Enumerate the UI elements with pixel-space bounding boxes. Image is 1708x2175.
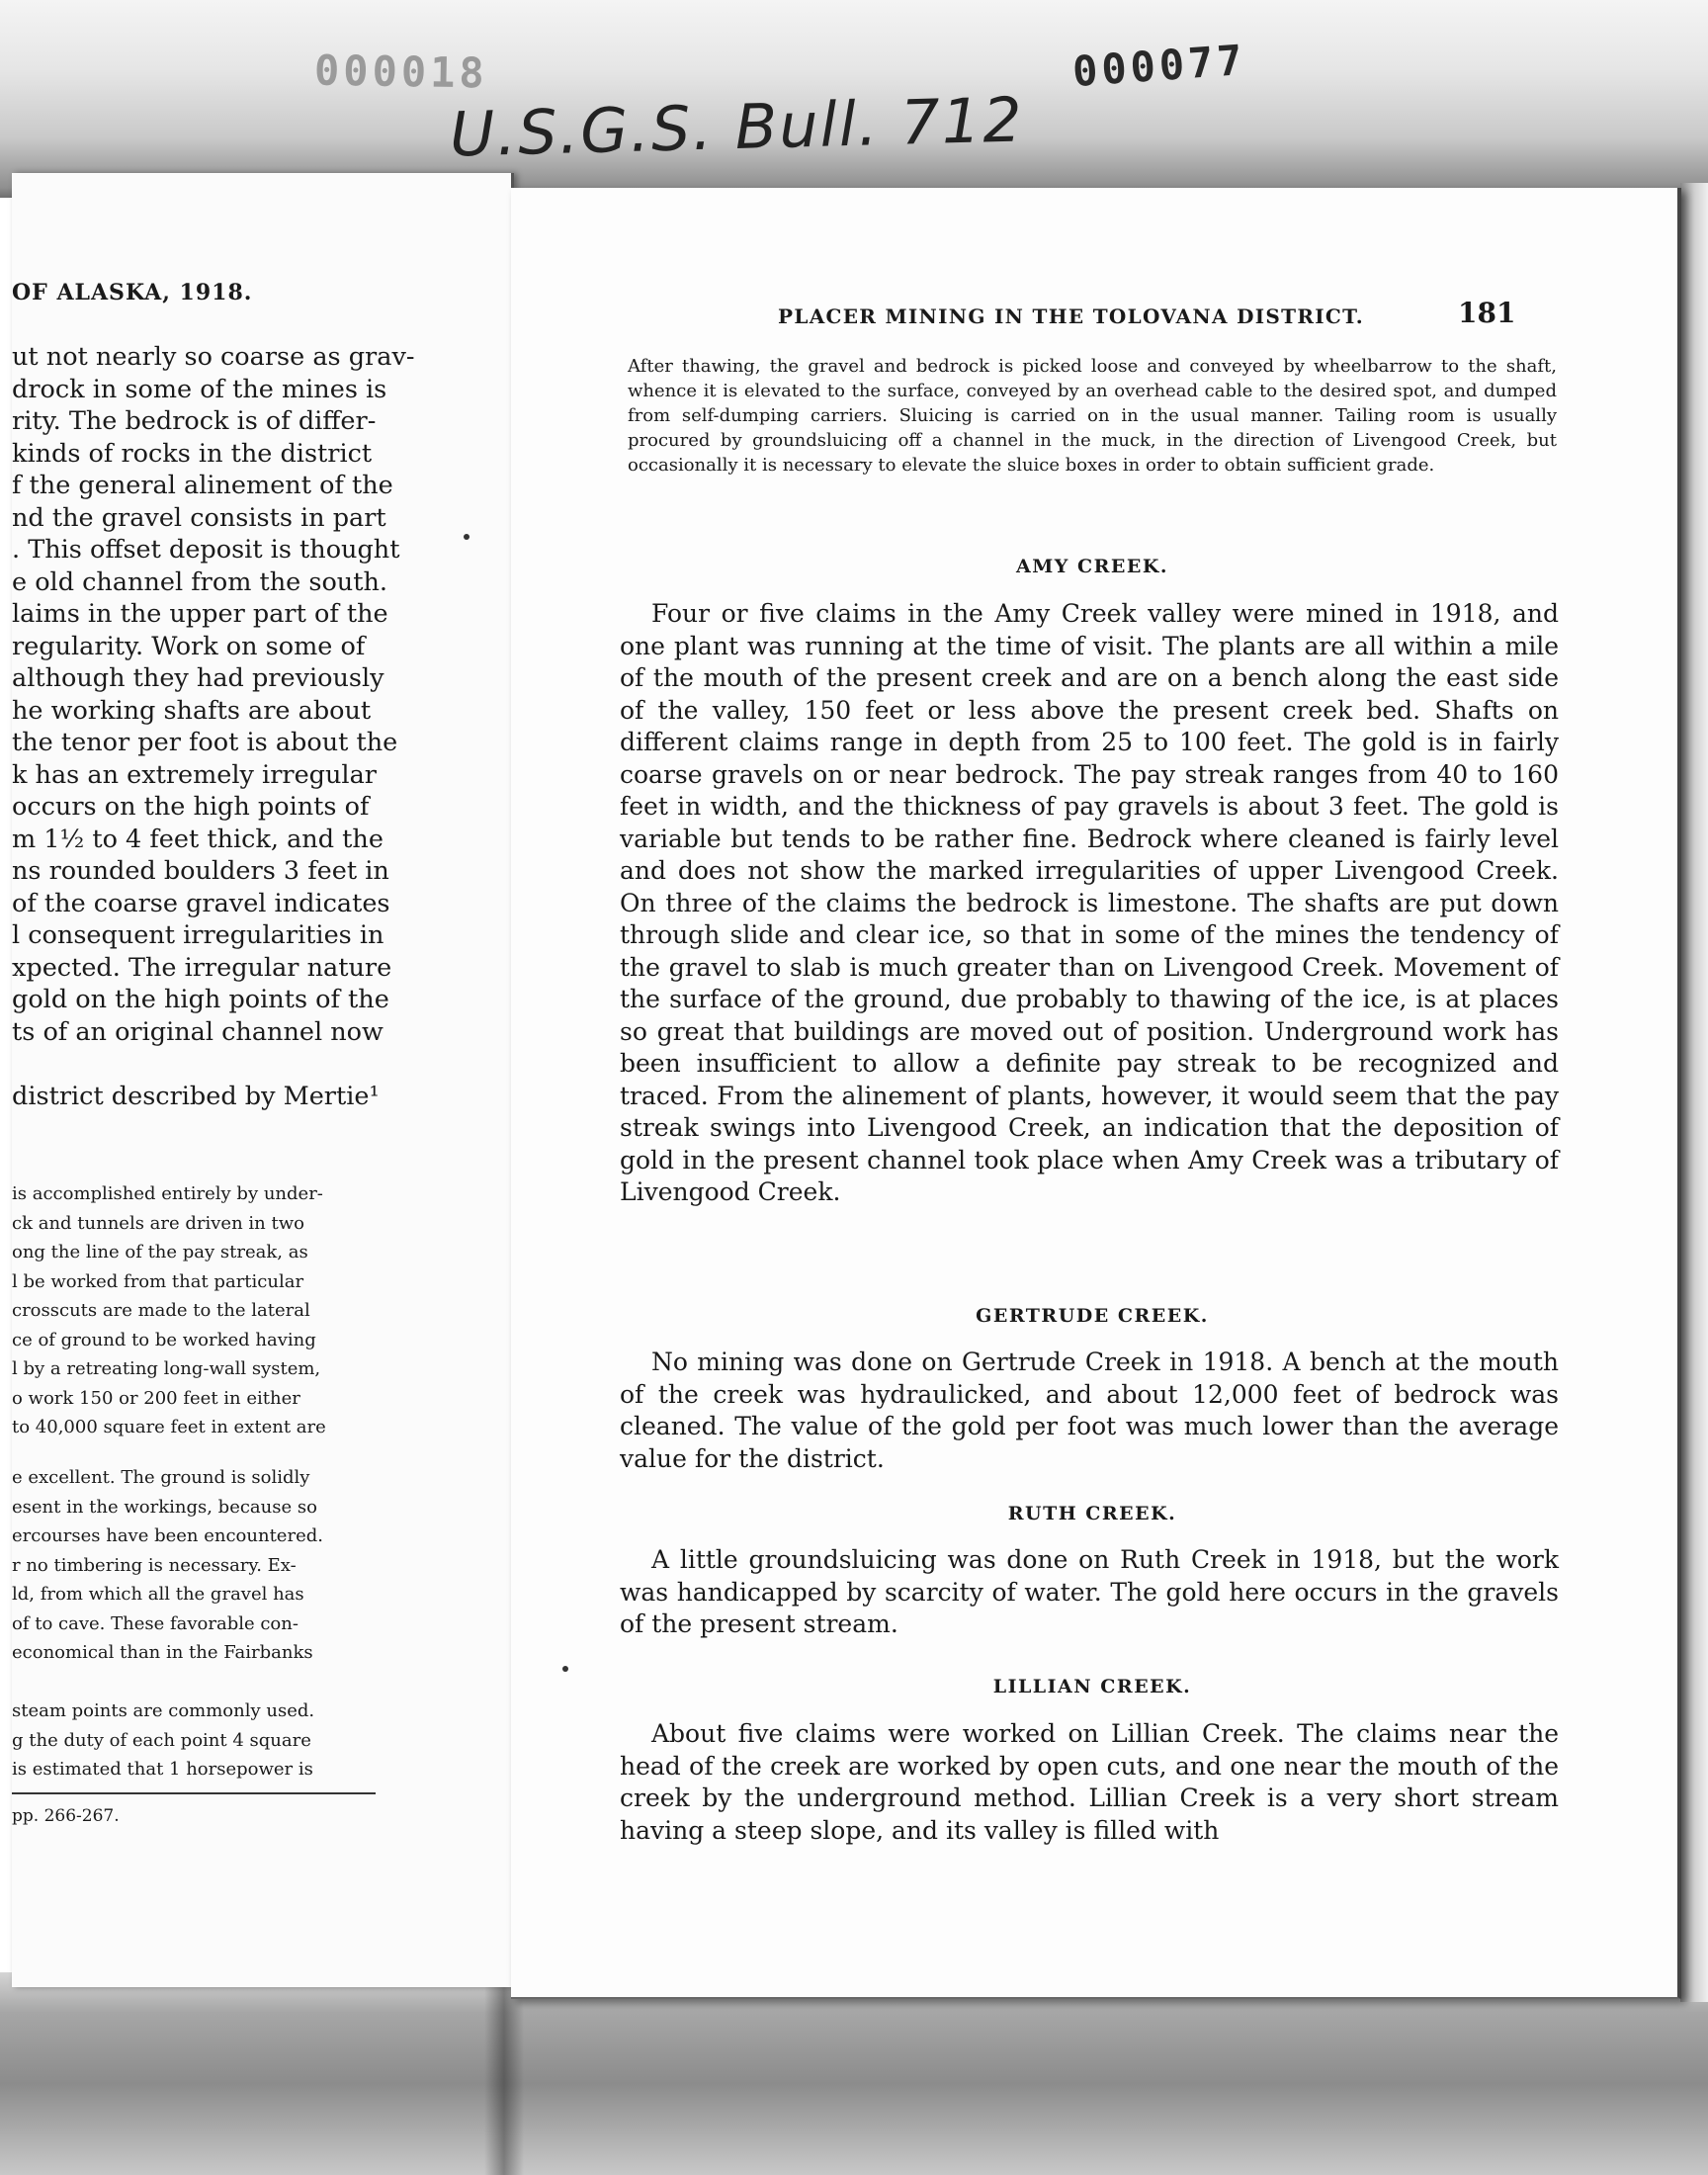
archive-stamp-left: 000018 [313,45,489,98]
left-footnote: pp. 266-267. [12,1806,120,1826]
text-line: laims in the upper part of the [12,599,388,629]
text-line: e excellent. The ground is solidly [12,1467,310,1488]
text-line: economical than in the Fairbanks [12,1642,313,1663]
text-line: rity. The bedrock is of differ- [12,406,377,436]
left-small-text-1 [12,1179,326,1442]
text-line: ce of ground to be worked having [12,1329,316,1350]
text-line: f the general alinement of the [12,471,393,500]
text-line: ts of an original channel now [12,1016,384,1047]
text-line: l by a retreating long-wall system, [12,1358,321,1379]
text-line: the tenor per foot is about the [12,728,398,757]
right-page-edge [1680,183,1708,2002]
text-line: . This offset deposit is thought [12,535,400,565]
scan-speck [562,1666,568,1672]
text-line: crosscuts are made to the lateral [12,1300,310,1321]
text-line: nd the gravel consists in part [12,502,386,533]
text-line: drock in some of the mines is [12,374,387,404]
text-line: district described by Mertie¹ [12,1081,380,1111]
text-line: of the coarse gravel indicates [12,888,390,918]
section-heading-ruth-creek: RUTH CREEK. [1007,1503,1177,1524]
text-line: ut not nearly so coarse as grav- [12,342,415,372]
footnote-rule [12,1792,376,1794]
text-line: ld, from which all the gravel has [12,1584,304,1605]
page-number: 181 [1458,297,1516,329]
left-page [12,173,514,1987]
handwritten-citation: U.S.G.S. Bull. 712 [449,83,1025,171]
left-small-text-2 [12,1463,323,1784]
text-line: m 1½ to 4 feet thick, and the [12,824,384,854]
text-line: ercourses have been encountered. [12,1525,323,1546]
text-line: he working shafts are about [12,695,372,726]
archive-stamp-right: 000077 [1070,35,1248,97]
text-line [12,1048,414,1081]
text-line: regularity. Work on some of [12,631,366,661]
text-line: e old channel from the south. [12,566,388,597]
text-line: is estimated that 1 horsepower is [12,1759,313,1780]
text-line: r no timbering is necessary. Ex- [12,1554,297,1576]
text-line: k has an extremely irregular [12,759,377,790]
text-line [12,1668,323,1697]
binding-fold-shadow [484,1972,524,2175]
intro-small-paragraph: After thawing, the gravel and bedrock is picked loose and conveyed by wheelbarrow to the shaft, whence it is elevated to the surface, conveyed by an overhead cable to the desired spot, and dumped from self-dumping carriers. Sluicing is carried on in the usual manner. Tailing room is usually procured by groundsluicing off a channel in the muck, in the direction of Livengood Creek, but occasionally it is necessary to elevate the sluice boxes in order to obtain sufficient grade. [628,356,1557,476]
left-running-head: OF ALASKA, 1918. [12,280,253,305]
section-text-lillian-creek: About five claims were worked on Lillian Creek. The claims near the head of the creek are worked by open cuts, and one near the mouth of the creek by the underground method. Lillian Creek is a very short stream having a steep slope, and its valley is filled with [620,1719,1559,1845]
text-line: esent in the workings, because so [12,1496,317,1518]
section-text-ruth-creek: A little groundsluicing was done on Ruth Creek in 1918, but the work was handicapped by scarcity of water. The gold here occurs in the gravels of the present stream. [620,1545,1559,1638]
text-line: steam points are commonly used. [12,1700,315,1721]
right-page [511,188,1681,1999]
text-line: xpected. The irregular nature [12,952,392,983]
photocopy-bottom-band [0,1972,1708,2175]
text-line: is accomplished entirely by under- [12,1183,323,1204]
text-line: l consequent irregularities in [12,920,384,950]
section-heading-amy-creek: AMY CREEK. [1016,556,1168,577]
text-line: gold on the high points of the [12,985,389,1014]
text-line: l be worked from that particular [12,1270,304,1292]
text-line: o work 150 or 200 feet in either [12,1387,300,1409]
right-running-head: PLACER MINING IN THE TOLOVANA DISTRICT. [778,304,1364,328]
section-text-amy-creek: Four or five claims in the Amy Creek valley were mined in 1918, and one plant was running at the time of visit. The plants are all within a mile of the mouth of the present creek and are on a bench along the east side of the valley, 150 feet or less above the present creek bed. Shafts on different claims range in depth from 25 to 100 feet. The gold is in fairly coarse gravels on or near bedrock. The pay streak ranges from 40 to 160 feet in width, and the thickness of pay gravels is about 3 feet. The gold is variable but tends to be rather fine. Bedrock where cleaned is fairly level and does not show the marked irregularities of upper Livengood Creek. On three of the claims the bedrock is limestone. The shafts are put down through slide and clear ice, so that in some of the mines the tendency of the gravel to slab is much greater than on Livengood Creek. Movement of the surface of the ground, due probably to thawing of the ice, is at places so great that buildings are moved out of position. Underground work has been insufficient to allow a definite pay streak to be recognized and traced. From the alinement of plants, however, it would seem that the pay streak swings into Livengood Creek, an indication that the deposition of gold in the present channel took place when Amy Creek was a tributary of Livengood Creek. [620,599,1559,1206]
text-line: occurs on the high points of [12,792,370,822]
text-line: although they had previously [12,663,384,693]
scan-speck [464,534,470,540]
section-heading-gertrude-creek: GERTRUDE CREEK. [976,1305,1209,1327]
text-line: ns rounded boulders 3 feet in [12,856,389,886]
section-heading-lillian-creek: LILLIAN CREEK. [992,1676,1192,1697]
text-line: ck and tunnels are driven in two [12,1212,304,1234]
section-text-gertrude-creek: No mining was done on Gertrude Creek in 1918. A bench at the mouth of the creek was hydraulicked, and about 12,000 feet of bedrock was cleaned. The value of the gold per foot was much lower than the average value for the district. [620,1348,1559,1473]
text-line: of to cave. These favorable con- [12,1612,299,1634]
text-line: to 40,000 square feet in extent are [12,1417,326,1437]
text-line: g the duty of each point 4 square [12,1729,311,1751]
text-line: ong the line of the pay streak, as [12,1242,308,1262]
left-body-text [12,341,414,1112]
text-line: kinds of rocks in the district [12,438,373,469]
